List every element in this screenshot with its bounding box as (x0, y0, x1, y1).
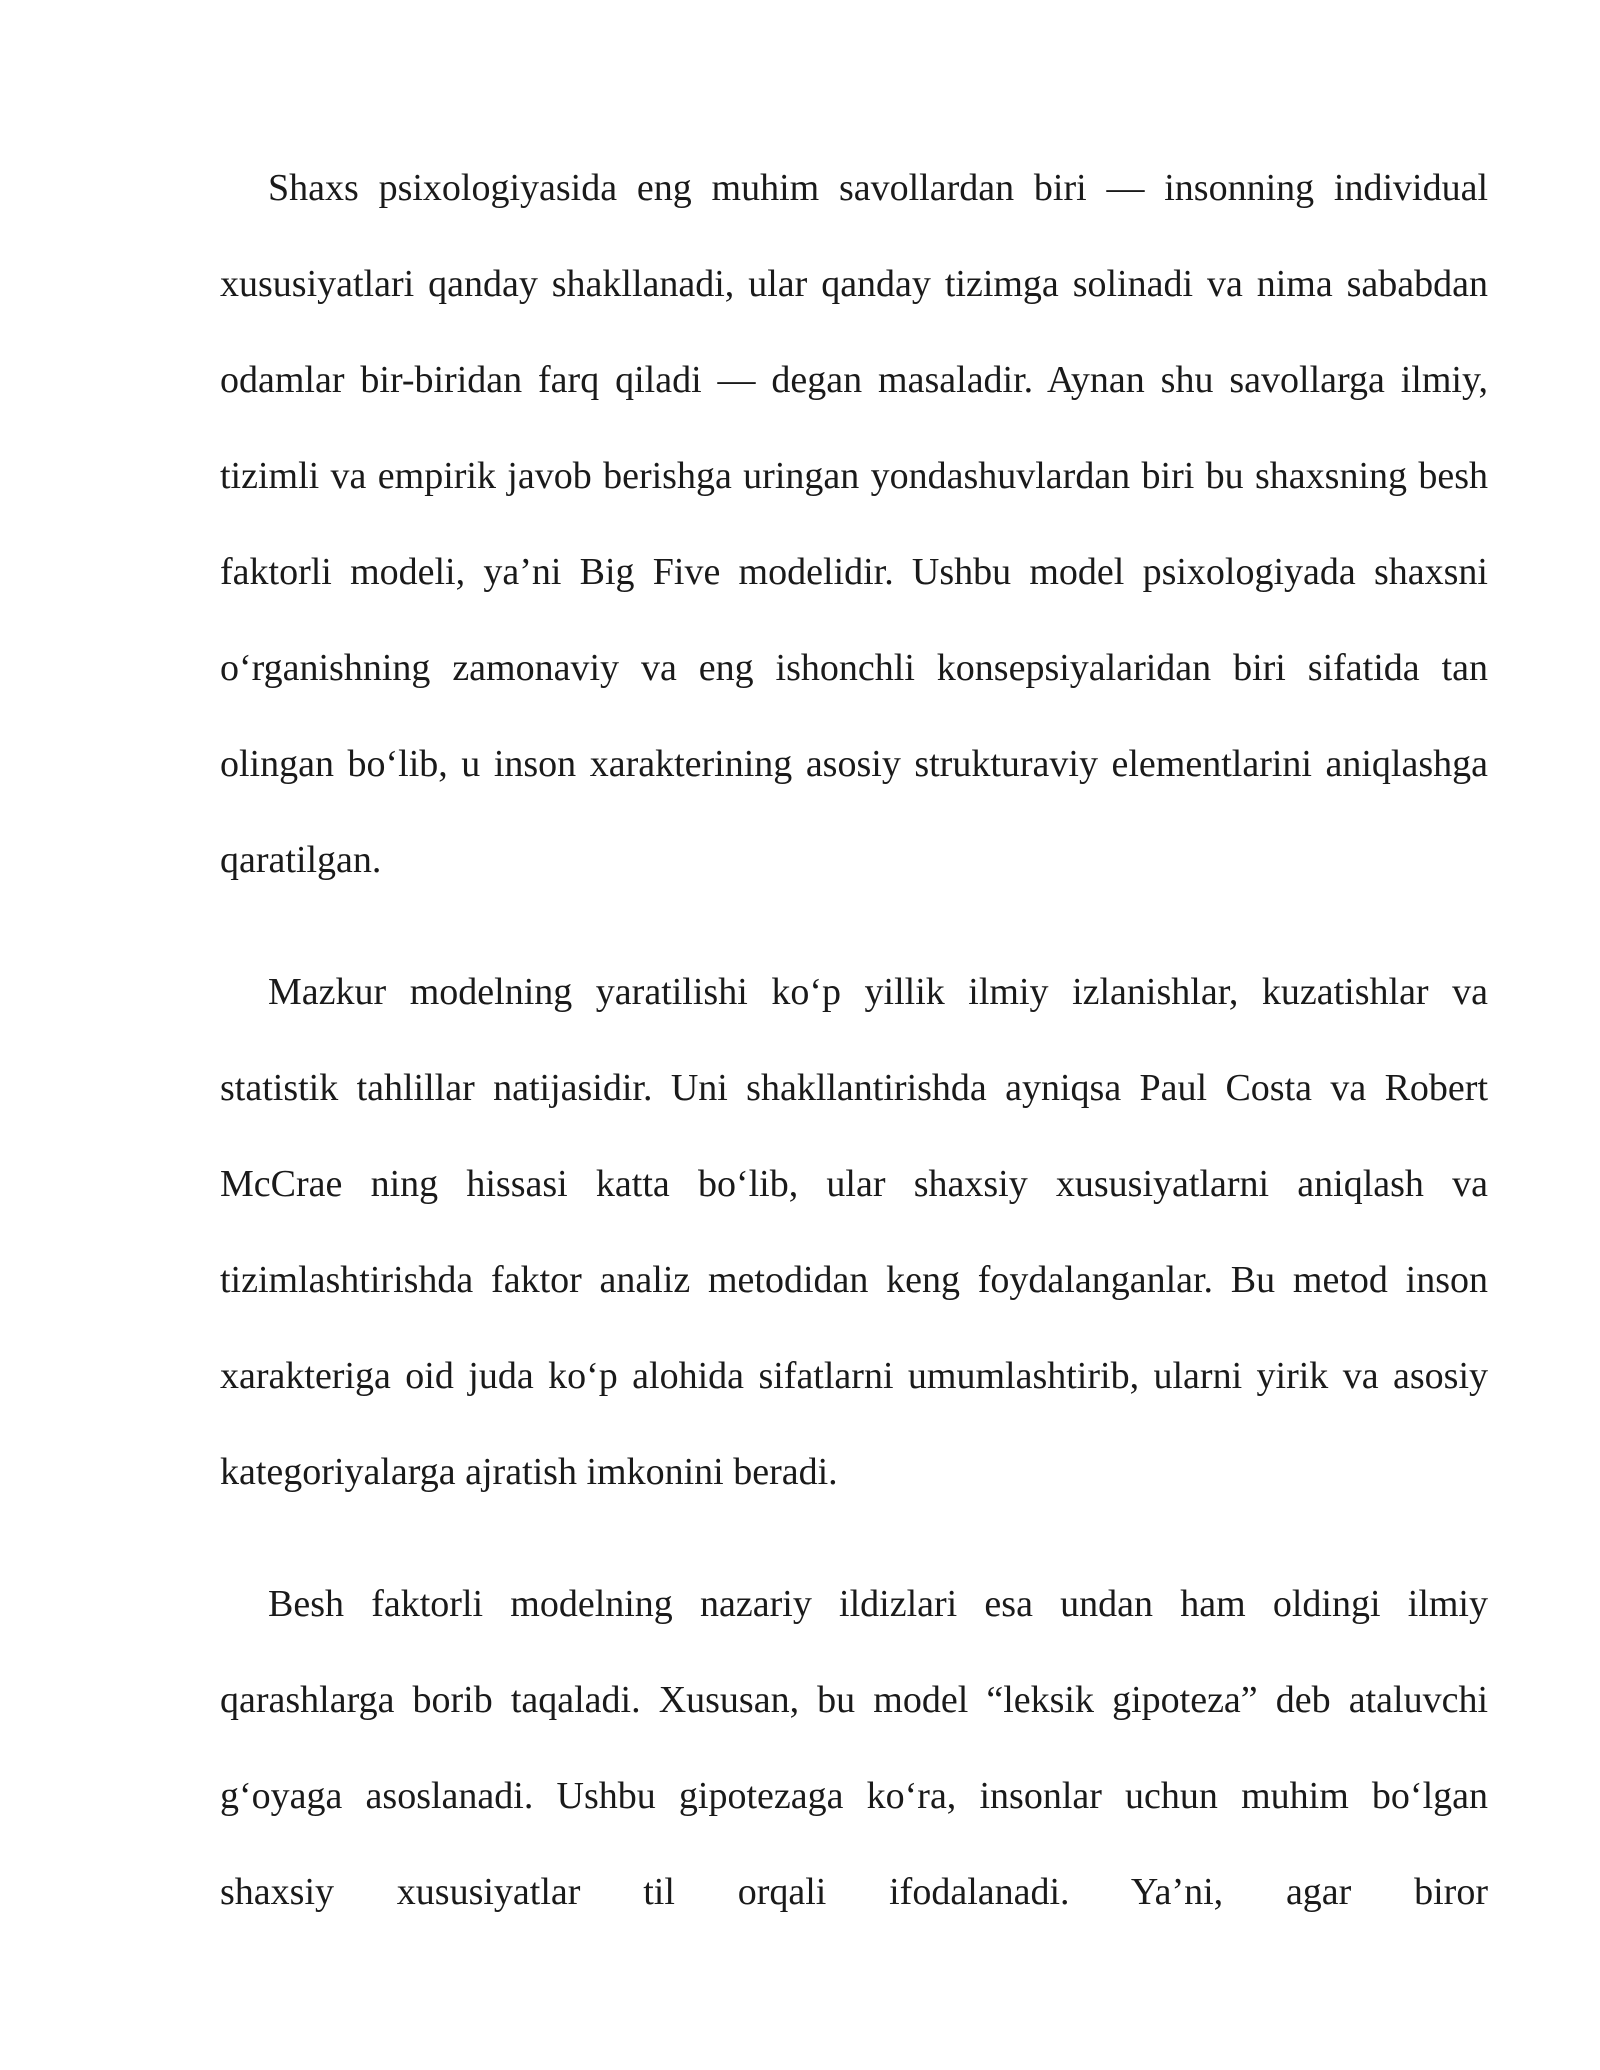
document-page (220, 140, 1488, 1976)
paragraph-2: Mazkur modelning yaratilishi ko‘p yillik ilmiy izlanishlar, kuzatishlar va statistik tahlillar natijasidir. Uni shakllantirishda ayniqsa Paul Costa va Robert McCrae ning hissasi katta bo‘lib, ular shaxsiy xususiyatlarni aniqlash va tizimlashtirishda faktor analiz metodidan keng foydalanganlar. Bu metod inson xarakteriga oid juda ko‘p alohida sifatlarni umumlashtirib, ularni yirik va asosiy kategoriyalarga ajratish imkonini beradi. (220, 971, 1488, 1493)
paragraph-1: Shaxs psixologiyasida eng muhim savollardan biri — insonning individual xususiyatlari qanday shakllanadi, ular qanday tizimga solinadi va nima sababdan odamlar bir-biridan farq qiladi — degan masaladir. Aynan shu savollarga ilmiy, tizimli va empirik javob berishga uringan yondashuvlardan biri bu shaxsning besh faktorli modeli, ya’ni Big Five modelidir. Ushbu model psixologiyada shaxsni o‘rganishning zamonaviy va eng ishonchli konsepsiyalaridan biri sifatida tan olingan bo‘lib, u inson xarakterining asosiy strukturaviy elementlarini aniqlashga qaratilgan. (220, 167, 1488, 881)
paragraph-3: Besh faktorli modelning nazariy ildizlari esa undan ham oldingi ilmiy qarashlarga borib taqaladi. Xususan, bu model “leksik gipoteza” deb ataluvchi g‘oyaga asoslanadi. Ushbu gipotezaga ko‘ra, insonlar uchun muhim bo‘lgan shaxsiy xususiyatlar til orqali ifodalanadi. Ya’ni, agar biror (220, 1583, 1488, 1913)
